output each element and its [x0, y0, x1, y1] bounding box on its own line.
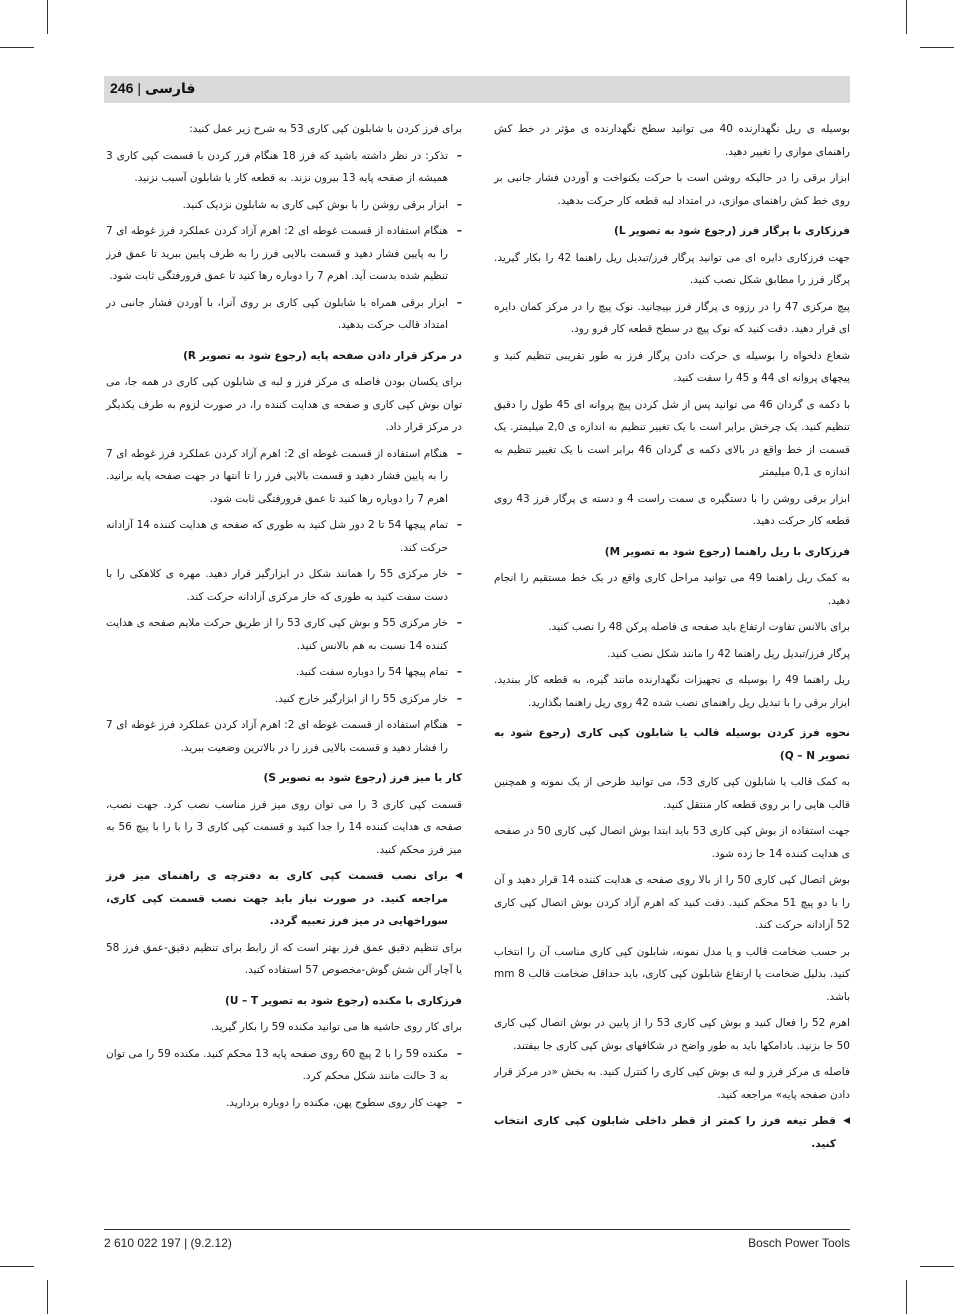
- dash-list-item: – خار مرکزی 55 و بوش کپی کاری 53 را از طریق حرکت ملایم صفحه ی هدایت کننده 14 نسبت به هم بالانس کنید.: [106, 612, 462, 657]
- triangle-bullet-icon: ◀: [455, 871, 462, 881]
- section-heading: فرزکاری با مکنده (رجوع شود به تصویر U – T): [225, 994, 462, 1007]
- dash-list-item: – هنگام استفاده از قسمت غوطه ای 2: اهرم آزاد کردن عملکرد فرز غوطه ای 7 را به پایین فشار دهید و قسمت بالایی فرز را تا انتها در جهت صفحه پایه برانید. اهرم 7 را دوباره رها کنید تا عمق فرورفتگی ثابت شود.: [106, 443, 462, 511]
- dash-list-item: – ابزار برقی روشن را با بوش کپی کاری به شابلون نزدیک کنید.: [106, 194, 462, 217]
- dash-list-item: – تمام پیچها 54 را دوباره سفت کنید.: [106, 661, 462, 684]
- body-paragraph: ابزار برقی روشن را با دستگیره ی سمت راست 4 و دسته ی پرگار فرز 43 روی قطعه کار حرکت دهید.: [494, 492, 850, 527]
- header-separator: |: [137, 80, 141, 96]
- page-header: [104, 76, 850, 103]
- dash-list-item: – خار مرکزی 55 را همانند شکل در ابزارگیر قرار دهید. مهره ی کلاهکی را با دست سفت کنید به طوری که خار مرکزی آزادانه حرکت کند.: [106, 563, 462, 608]
- body-paragraph: فاصله ی مرکز فرز و لبه ی بوش کپی کاری را کنترل کنید. به بخش «در مرکز قرار دادن صفحه پایه» مراجعه کنید.: [494, 1066, 850, 1101]
- dash-list-item: – هنگام استفاده از قسمت غوطه ای 2: اهرم آزاد کردن عملکرد فرز غوطه ای 7 را فشار دهید و قسمت بالایی فرز را در بالاترین وضعیت ببرید.: [106, 714, 462, 759]
- body-paragraph: قسمت کپی کاری 3 را می توان روی میز فرز مناسب نصب کرد. جهت نصب، صفحه ی هدایت کننده 14 را جدا کنید و قسمت کپی کاری 3 را با را با پیچ 56 به میز فرز محکم کنید.: [106, 798, 463, 856]
- note-text: برای نصب قسمت کپی کاری به دفترچه ی راهنمای میز فرز مراجعه کنید. در صورت نیاز باید جهت نصب قسمت کپی کاری، سوراخهایی در میز فرز تعبیه گردد.: [106, 870, 448, 927]
- crop-mark: [906, 1280, 907, 1314]
- dash-list-item: – تمام پیچها 54 تا 2 دور شل کنید به طوری که صفحه ی هدایت کننده 14 آزادانه حرکت کند.: [106, 514, 462, 559]
- body-paragraph: جهت فرزکاری دایره ای می توانید پرگار فرز/تبدیل ریل راهنما 42 را بکار گیرید. پرگار فرز را مطابق شکل نصب کنید.: [494, 251, 850, 286]
- section-heading: فرزکاری با پرگار فرز (رجوع شود به تصویر L): [614, 225, 850, 237]
- dash-list-item: – جهت کار روی سطوح پهن، مکنده را دوباره بردارید.: [106, 1092, 462, 1115]
- body-paragraph: بوش اتصال کپی کاری 50 را از بالا روی صفحه ی هدایت کننده 14 قرار دهید و آن را با دو پیچ 51 محکم کنید. دقت کنید که اهرم آزاد کردن بوش اتصال کپی کاری 52 آزادانه حرکت کند.: [494, 874, 851, 931]
- body-paragraph: به کمک ریل راهنما 49 می توانید مراحل کاری واقع در یک خط مستقیم را انجام دهید.: [494, 572, 850, 607]
- body-paragraph: بر حسب ضخامت قالب و یا مدل نمونه، شابلون کپی کاری مناسب آن را انتخاب کنید. بدلیل ضخامت یا ارتفاع شابلون کپی کاری، باید حداقل ضخامت قالب 8 mm باشد.: [494, 945, 851, 1003]
- body-paragraph: اهرم 52 را فعال کنید و بوش کپی کاری 53 را از پایین در بوش اتصال کپی کاری 50 جا بزنید. بادامکها باید به طور واضح در شکافهای بوش کپی کاری جا بیفتند.: [494, 1017, 850, 1052]
- note-paragraph: [494, 1110, 850, 1155]
- language-label: فارسی: [145, 81, 196, 97]
- left-column: [106, 118, 462, 1118]
- crop-mark: [920, 47, 954, 48]
- body-paragraph: بوسیله ی ریل نگهدارنده 40 می توانید سطح نگهدارنده ی مؤثر در خط کش راهنمای موازی را تغییر دهید.: [494, 123, 850, 158]
- crop-mark: [47, 0, 48, 34]
- body-paragraph: شعاع دلخواه را بوسیله ی حرکت دادن پرگار فرز به طور تقریبی تنظیم کنید و پیچهای پروانه ای 44 و 45 را سفت کنید.: [494, 349, 850, 384]
- crop-mark: [47, 1280, 48, 1314]
- body-paragraph: پرگار فرز/تبدیل ریل راهنما 42 را مانند شکل نصب کنید.: [607, 647, 850, 660]
- dash-list-item: – خار مرکزی 55 را از ابزارگیر خارج کنید.: [106, 688, 462, 711]
- note-text: قطر تیغه فرز را کمتر از قطر داخلی شابلون کپی کاری انتخاب کنید.: [494, 1115, 836, 1150]
- section-heading: در مرکز قرار دادن صفحه پایه (رجوع شود به تصویر R): [183, 349, 462, 362]
- body-paragraph: پیچ مرکزی 47 را در رزوه ی پرگار فرز بپیچانید. نوک پیچ را در مرکز کمان دایره ای قرار دهید. دقت کنید که نوک پیچ در سطح قطعه کار فرو رود.: [494, 300, 850, 335]
- section-heading: نحوه فرز کردن بوسیله قالب یا شابلون کپی کاری (رجوع شود به تصویر Q – N): [494, 727, 850, 762]
- body-paragraph: برای یکسان بودن فاصله ی مرکز فرز و لبه ی شابلون کپی کاری در همه جا، می توان بوش کپی کاری و صفحه ی هدایت کننده را، در صورت لزوم به طرف یکدیگر در مرکز قرار داد.: [106, 376, 462, 433]
- body-paragraph: به کمک قالب یا شابلون کپی کاری 53، می توانید طرحی از یک نمونه و همچنین قالب هایی را بر روی قطعه کار منتقل کنید.: [494, 776, 850, 811]
- crop-mark: [0, 1266, 34, 1267]
- body-paragraph: با دکمه ی گردان 46 می توانید پس از شل کردن پیچ پروانه ای 45 طول را دقیق تنظیم کنید. یک چرخش برابر است با یک تغییر تنظیم به اندازه ی 2,0 میلیمتر. یک قسمت از خط واقع در بالای دکمه ی گردان 46 برابر است با یک تغییر تنظیم به اندازه ی 0,1 میلیمتر: [494, 398, 850, 478]
- body-paragraph: جهت استفاده از بوش کپی کاری 53 باید ابتدا بوش اتصال کپی کاری 50 در صفحه ی هدایت کننده 14 جا زده شود.: [494, 825, 850, 860]
- footer-brand: Bosch Power Tools: [748, 1236, 850, 1250]
- footer-document-number: 2 610 022 197 | (9.2.12): [104, 1236, 232, 1250]
- crop-mark: [920, 1266, 954, 1267]
- crop-mark: [0, 47, 34, 48]
- footer-rule: [104, 1229, 850, 1230]
- body-paragraph: ریل راهنما 49 را بوسیله ی تجهیزات نگهدارنده مانند گیره، به قطعه کار ببندید. ابزار برقی را با تبدیل ریل راهنمای نصب شده 42 روی ریل راهنما بگذارید.: [494, 674, 850, 709]
- dash-list-item: – تذکر: در نظر داشته باشید که فرز 18 هنگام فرز کردن با قسمت کپی کاری 3 همیشه از صفحه پایه 13 بیرون نزند. به قطعه کار یا شابلون آسیب نزنید.: [106, 145, 462, 190]
- body-paragraph: برای کار روی حاشیه ها می توانید مکنده 59 را بکار گیرید.: [210, 1021, 462, 1033]
- body-paragraph: برای بالانس تفاوت ارتفاع باید صفحه ی فاصله پرکن 48 را نصب کنید.: [548, 621, 850, 633]
- body-paragraph: برای تنظیم دقیق عمق فرز بهتر است که از رابط برای تنظیم دقیق-عمق فرز 58 یا آچار آلن شش گوش-مخصوص 57 استفاده کنید.: [106, 941, 462, 976]
- section-heading: فرزکاری با ریل راهنما (رجوع شود به تصویر M): [604, 545, 850, 558]
- crop-mark: [906, 0, 907, 34]
- note-paragraph: [106, 865, 462, 933]
- right-column: [494, 118, 850, 1159]
- page-number: 246: [110, 80, 134, 96]
- dash-list-item: – مکنده 59 را با 2 پیچ 60 روی صفحه پایه 13 محکم کنید. مکنده 59 را می توان به 3 حالت مانند شکل محکم کرد.: [106, 1043, 462, 1088]
- body-paragraph: برای فرز کردن با شابلون کپی کاری 53 به شرح زیر عمل کنید:: [189, 123, 462, 135]
- section-heading: کار با میز فرز (رجوع شود به تصویر S): [263, 772, 462, 784]
- header-label: [110, 80, 195, 97]
- dash-list-item: – هنگام استفاده از قسمت غوطه ای 2: اهرم آزاد کردن عملکرد فرز غوطه ای 7 را به پایین فشار دهید و قسمت بالایی فرز را به طرف پایین ببرید تا عمق فرز تنظیم شده بدست آید. اهرم 7 را دوباره رها کنید تا عمق فرورفتگی ثابت شود.: [106, 220, 462, 288]
- body-paragraph: ابزار برقی را در حالیکه روشن است با حرکت یکنواخت و آوردن فشار جانبی بر روی خط کش راهنمای موازی، در امتداد لبه قطعه کار حرکت بدهید.: [494, 172, 850, 207]
- dash-list-item: – ابزار برقی همراه با شابلون کپی کاری بر روی آنرا، با آوردن فشار جانبی در امتداد قالب حرکت بدهید.: [106, 292, 462, 337]
- triangle-bullet-icon: ◀: [843, 1116, 850, 1126]
